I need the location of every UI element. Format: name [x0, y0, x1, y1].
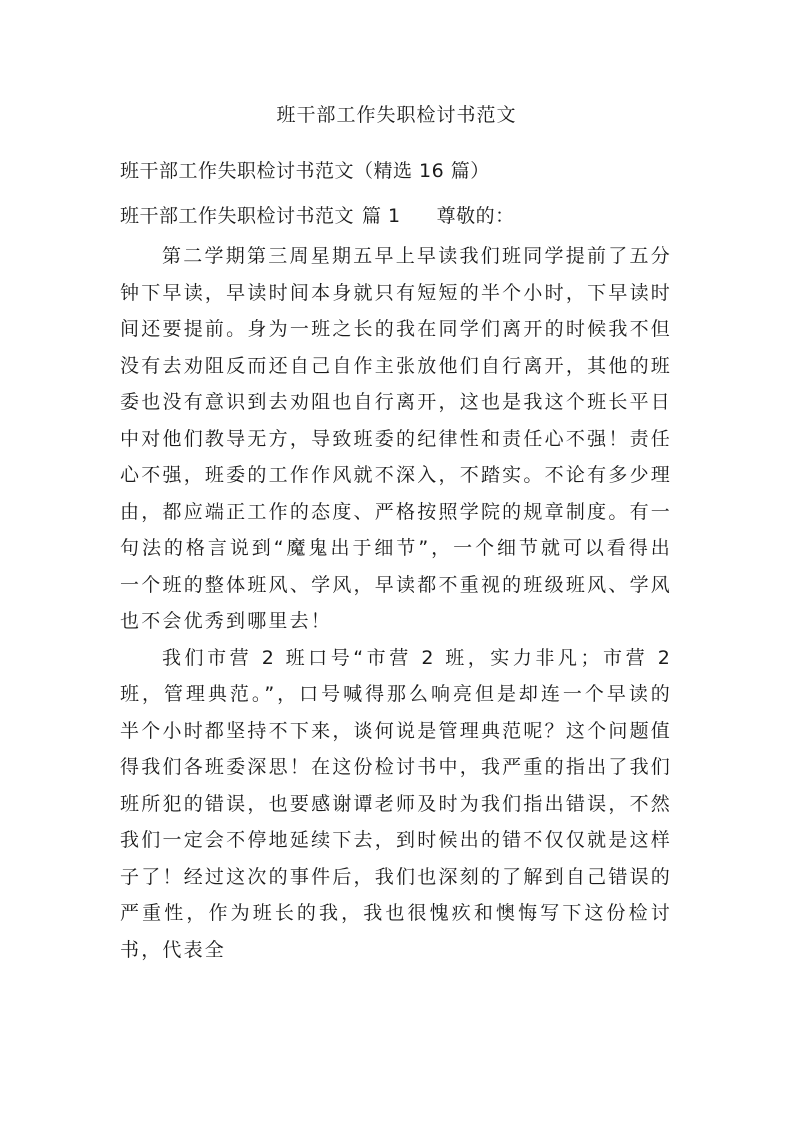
article-heading-name: 班干部工作失职检讨书范文 [120, 205, 355, 227]
document-subtitle: 班干部工作失职检讨书范文（精选 16 篇） [120, 160, 490, 182]
article-salutation: 尊敬的： [436, 205, 515, 227]
article-heading [120, 202, 515, 230]
article-body [120, 238, 672, 968]
document-title: 班干部工作失职检讨书范文 [276, 104, 517, 126]
body-paragraph-2: 我们市营 2 班口号“市营 2 班，实力非凡；市营 2 班，管理典范。”，口号喊得那么响亮但是却连一个早读的半个小时都坚持不下来，谈何说是管理典范呢？这个问题值得我们各班委深思！在这份检讨书中，我严重的指出了我们班所犯的错误，也要感谢谭老师及时为我们指出错误，不然我们一定会不停地延续下去，到时候出的错不仅仅就是这样子了！经过这次的事件后，我们也深刻的了解到自己错误的严重性，作为班长的我，我也很愧疚和懊悔写下这份检讨书，代表全 [120, 646, 672, 961]
body-paragraph-1: 第二学期第三周星期五早上早读我们班同学提前了五分钟下早读，早读时间本身就只有短短的半个小时，下早读时间还要提前。身为一班之长的我在同学们离开的时候我不但没有去劝阻反而还自己自作主张放他们自行离开，其他的班委也没有意识到去劝阻也自行离开，这也是我这个班长平日中对他们教导无方，导致班委的纪律性和责任心不强！责任心不强，班委的工作作风就不深入，不踏实。不论有多少理由，都应端正工作的态度、严格按照学院的规章制度。有一句法的格言说到“魔鬼出于细节”，一个细节就可以看得出一个班的整体班风、学风，早读都不重视的班级班风、学风也不会优秀到哪里去！ [120, 245, 672, 632]
article-heading-number: 篇 1 [362, 205, 401, 227]
